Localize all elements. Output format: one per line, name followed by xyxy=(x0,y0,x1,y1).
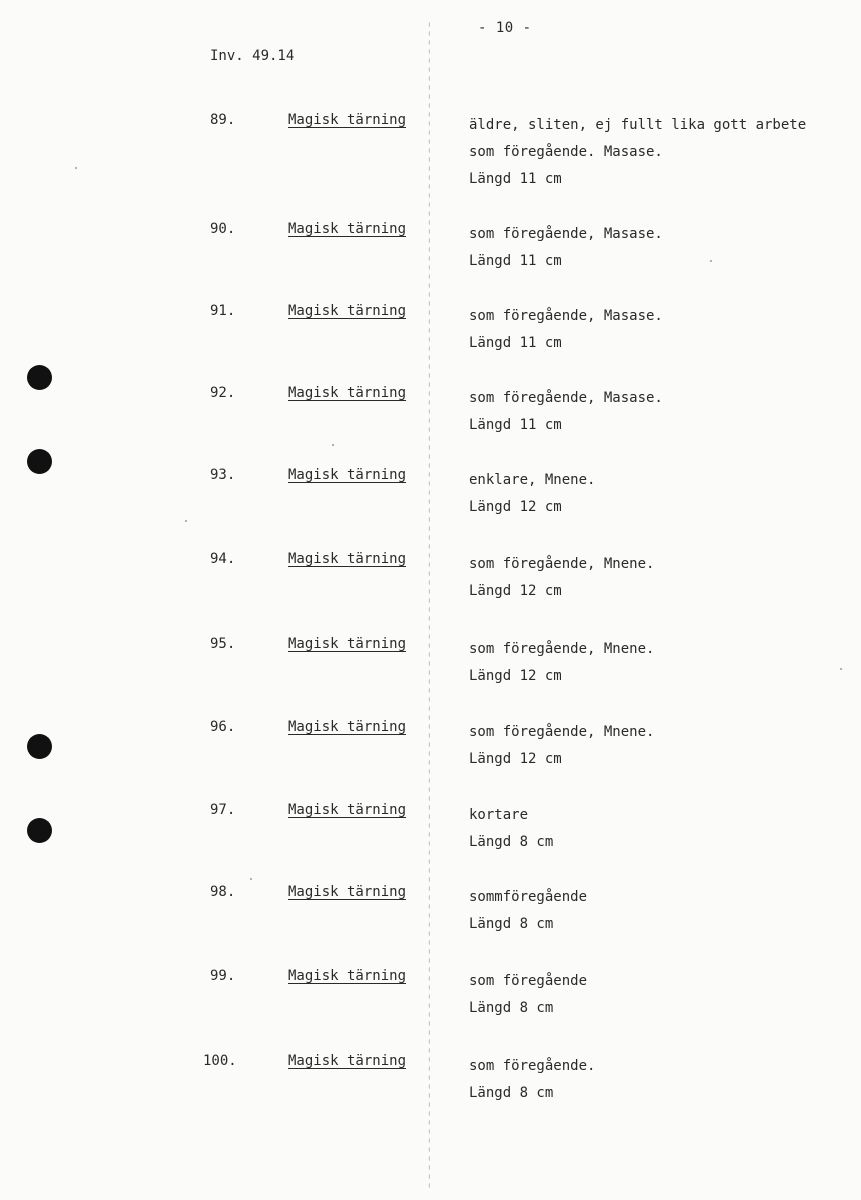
description-line: Längd 11 cm xyxy=(469,417,562,433)
description-line: Längd 12 cm xyxy=(469,751,562,767)
entry-98 xyxy=(0,884,861,954)
description-line: som föregående, Masase. xyxy=(469,226,663,242)
entry-number: 98. xyxy=(210,884,236,900)
entry-89 xyxy=(0,112,861,187)
entry-number: 95. xyxy=(210,636,236,652)
entry-99 xyxy=(0,968,861,1038)
entry-name: Magisk tärning xyxy=(288,112,407,128)
entry-description xyxy=(469,467,595,521)
description-line: Längd 8 cm xyxy=(469,1000,554,1016)
description-line: som föregående, Masase. xyxy=(469,308,663,324)
entry-name: Magisk tärning xyxy=(288,551,407,567)
description-line: Längd 8 cm xyxy=(469,1085,554,1101)
entry-number: 90. xyxy=(210,221,236,237)
description-line: Längd 11 cm xyxy=(469,335,562,351)
entry-number: 91. xyxy=(210,303,236,319)
entry-number: 92. xyxy=(210,385,236,401)
entry-name: Magisk tärning xyxy=(288,719,407,735)
entry-97 xyxy=(0,802,861,872)
entry-92 xyxy=(0,385,861,455)
entry-number: 99. xyxy=(210,968,236,984)
description-line: som föregående. xyxy=(469,1058,596,1074)
entry-description xyxy=(469,636,654,690)
entry-name: Magisk tärning xyxy=(288,467,407,483)
entry-95 xyxy=(0,636,861,706)
entry-description xyxy=(469,551,654,605)
entry-number: 97. xyxy=(210,802,236,818)
description-line: Längd 11 cm xyxy=(469,171,562,187)
entry-description xyxy=(469,112,806,193)
description-line: Längd 12 cm xyxy=(469,668,562,684)
description-line: Längd 8 cm xyxy=(469,834,554,850)
entry-name: Magisk tärning xyxy=(288,221,407,237)
description-line: som föregående, Mnene. xyxy=(469,641,655,657)
entry-100 xyxy=(0,1053,861,1123)
entry-number: 96. xyxy=(210,719,236,735)
entry-name: Magisk tärning xyxy=(288,968,407,984)
entry-description xyxy=(469,1053,595,1107)
entry-name: Magisk tärning xyxy=(288,1053,407,1069)
paper-speck xyxy=(250,878,252,880)
description-line: Längd 11 cm xyxy=(469,253,562,269)
entry-description xyxy=(469,303,663,357)
entry-description xyxy=(469,968,587,1022)
entry-name: Magisk tärning xyxy=(288,802,407,818)
description-line: som föregående, Mnene. xyxy=(469,724,655,740)
description-line: enklare, Mnene. xyxy=(469,472,596,488)
entry-91 xyxy=(0,303,861,373)
entry-96 xyxy=(0,719,861,789)
description-line: Längd 8 cm xyxy=(469,916,554,932)
entry-94 xyxy=(0,551,861,621)
description-line: sommföregående xyxy=(469,889,588,905)
entry-description xyxy=(469,719,654,773)
page-number: - 10 - xyxy=(478,20,532,36)
description-line: som föregående. Masase. xyxy=(469,144,663,160)
entry-description xyxy=(469,385,663,439)
entry-number: 89. xyxy=(210,112,236,128)
entry-description xyxy=(469,802,553,856)
entry-name: Magisk tärning xyxy=(288,385,407,401)
entry-description xyxy=(469,884,587,938)
description-line: Längd 12 cm xyxy=(469,499,562,515)
entry-name: Magisk tärning xyxy=(288,303,407,319)
description-line: kortare xyxy=(469,807,529,823)
description-line: som föregående, Mnene. xyxy=(469,556,655,572)
entry-93 xyxy=(0,467,861,537)
description-line: äldre, sliten, ej fullt lika gott arbete xyxy=(469,117,807,133)
description-line: som föregående xyxy=(469,973,588,989)
entry-number: 100. xyxy=(203,1053,237,1069)
inventory-label: Inv. 49.14 xyxy=(210,48,295,64)
entry-90 xyxy=(0,221,861,291)
entry-name: Magisk tärning xyxy=(288,636,407,652)
description-line: som föregående, Masase. xyxy=(469,390,663,406)
entry-number: 94. xyxy=(210,551,236,567)
entry-name: Magisk tärning xyxy=(288,884,407,900)
entry-number: 93. xyxy=(210,467,236,483)
description-line: Längd 12 cm xyxy=(469,583,562,599)
entry-description xyxy=(469,221,663,275)
